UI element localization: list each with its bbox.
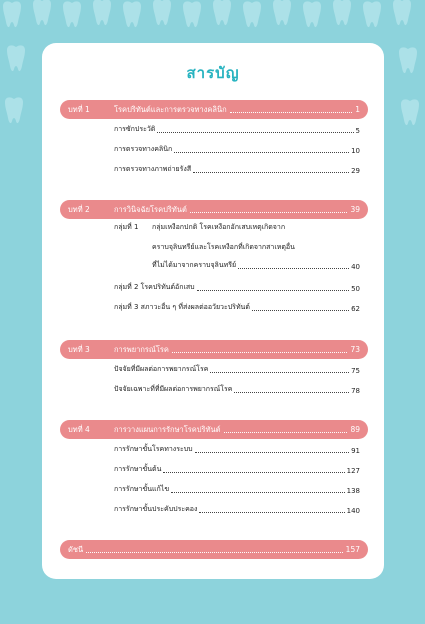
index-header[interactable]	[60, 540, 368, 559]
chapter-title: การพยากรณ์โรค	[114, 344, 169, 354]
entry-label: ที่ไม่ได้มาจากคราบจุลินทรีย์	[152, 261, 237, 269]
leader-dots	[234, 392, 349, 393]
entry-label: ปัจจัยที่มีผลต่อการพยากรณ์โรค	[114, 365, 209, 373]
chapter-page: 89	[350, 425, 360, 434]
leader-dots	[252, 310, 349, 311]
chapter-2-header[interactable]	[60, 200, 368, 219]
toc-entry[interactable]	[114, 443, 360, 455]
entry-label: การตรวจทางภาพถ่ายรังสี	[114, 165, 192, 173]
leader-dots	[197, 290, 350, 291]
entry-label: การตรวจทางคลินิก	[114, 145, 173, 153]
chapter-number: บทที่ 4	[68, 424, 90, 434]
entry-label: กลุ่มที่ 2 โรคปริทันต์อักเสบ	[114, 283, 195, 291]
leader-dots	[163, 472, 344, 473]
leader-dots	[157, 132, 353, 133]
toc-entry[interactable]	[114, 483, 360, 495]
group-1-line-2: คราบจุลินทรีย์และโรคเหงือกที่เกิดจากสาเหตุอื่น	[152, 243, 295, 251]
chapter-number: บทที่ 1	[68, 104, 90, 114]
chapter-title: การวินิจฉัยโรคปริทันต์	[114, 204, 187, 214]
leader-dots	[193, 172, 349, 173]
leader-dots	[86, 552, 343, 553]
entry-page: 91	[351, 447, 360, 455]
leader-dots	[195, 452, 349, 453]
chapter-number: บทที่ 3	[68, 344, 90, 354]
leader-dots	[172, 352, 348, 353]
index-label: ดัชนี	[68, 544, 84, 554]
entry-page: 5	[355, 127, 360, 135]
toc-card	[42, 43, 384, 579]
toc-entry[interactable]	[114, 463, 360, 475]
chapter-page: 39	[350, 205, 360, 214]
entry-page: 140	[346, 507, 360, 515]
entry-page: 10	[351, 147, 360, 155]
leader-dots	[199, 512, 344, 513]
entry-page: 29	[351, 167, 360, 175]
entry-label: ปัจจัยเฉพาะที่ที่มีผลต่อการพยากรณ์โรค	[114, 385, 233, 393]
toc-entry[interactable]	[152, 259, 360, 271]
toc-entry[interactable]	[114, 503, 360, 515]
page-title: สารบัญ	[186, 64, 240, 82]
entry-page: 50	[351, 285, 360, 293]
entry-page: 75	[351, 367, 360, 375]
entry-page: 40	[351, 263, 360, 271]
toc-entry[interactable]	[114, 123, 360, 135]
toc-entry[interactable]	[114, 363, 360, 375]
chapter-title: โรคปริทันต์และการตรวจทางคลินิก	[114, 104, 227, 114]
chapter-1-header[interactable]	[60, 100, 368, 119]
chapter-page: 73	[350, 345, 360, 354]
group-1-prefix: กลุ่มที่ 1	[114, 223, 139, 231]
leader-dots	[238, 268, 349, 269]
toc-entry[interactable]	[114, 281, 360, 293]
leader-dots	[174, 152, 349, 153]
index-page: 157	[345, 545, 360, 554]
entry-page: 127	[346, 467, 360, 475]
entry-label: การรักษาขั้นต้น	[114, 465, 162, 473]
toc-entry[interactable]	[114, 163, 360, 175]
entry-label: การรักษาขั้นแก้ไข	[114, 485, 170, 493]
entry-label: กลุ่มที่ 3 สภาวะอื่น ๆ ที่ส่งผลต่ออวัยวะปริทันต์	[114, 303, 250, 311]
leader-dots	[171, 492, 345, 493]
entry-label: การรักษาขั้นโรคทางระบบ	[114, 445, 193, 453]
entry-page: 138	[346, 487, 360, 495]
entry-page: 62	[351, 305, 360, 313]
chapter-number: บทที่ 2	[68, 204, 90, 214]
leader-dots	[190, 212, 348, 213]
toc-entry[interactable]	[114, 383, 360, 395]
leader-dots	[230, 112, 353, 113]
entry-page: 78	[351, 387, 360, 395]
leader-dots	[224, 432, 348, 433]
leader-dots	[210, 372, 349, 373]
chapter-4-header[interactable]	[60, 420, 368, 439]
group-1-line-1: กลุ่มเหงือกปกติ โรคเหงือกอักเสบเหตุเกิดจาก	[152, 223, 286, 231]
entry-label: การซักประวัติ	[114, 125, 156, 133]
chapter-page: 1	[355, 105, 360, 114]
toc-entry[interactable]	[114, 143, 360, 155]
toc-entry[interactable]	[114, 301, 360, 313]
chapter-title: การวางแผนการรักษาโรคปริทันต์	[114, 424, 221, 434]
chapter-3-header[interactable]	[60, 340, 368, 359]
entry-label: การรักษาขั้นประคับประคอง	[114, 505, 198, 513]
